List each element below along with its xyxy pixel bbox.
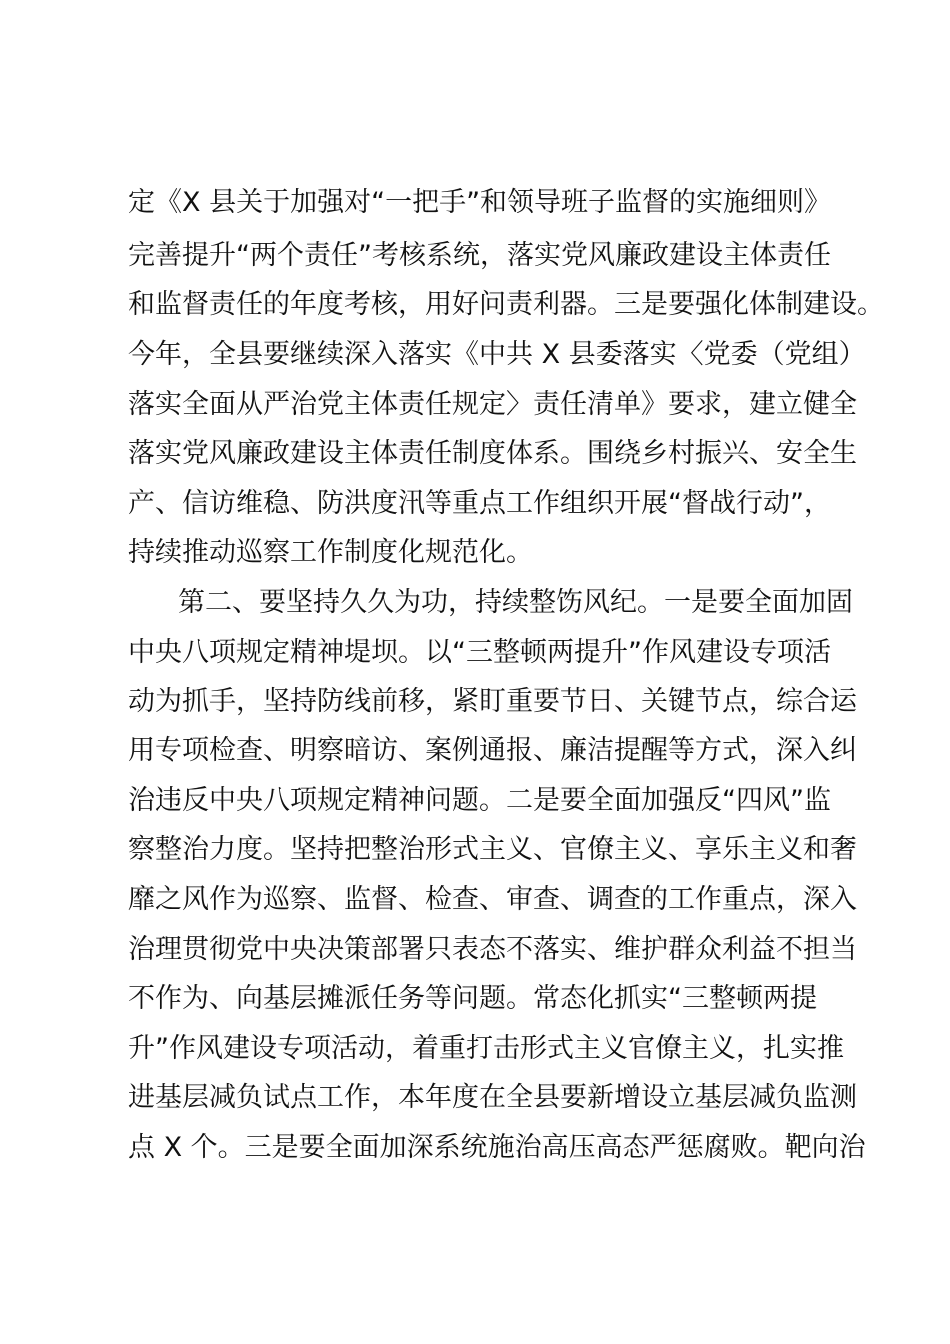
text-line: 进基层减负试点工作，本年度在全县要新增设立基层减负监测: [128, 1082, 857, 1113]
text-line: 今年，全县要继续深入落实《中共 X 县委落实〈党委（党组）: [128, 339, 866, 370]
text-line: 靡之风作为巡察、监督、检查、审查、调查的工作重点，深入: [128, 884, 857, 915]
text-line: 定《X 县关于加强对“一把手”和领导班子监督的实施细则》: [128, 187, 832, 218]
text-line: 完善提升“两个责任”考核系统，落实党风廉政建设主体责任: [128, 240, 831, 271]
text-line: 动为抓手，坚持防线前移，紧盯重要节日、关键节点，综合运: [128, 686, 857, 717]
text-line: 和监督责任的年度考核，用好问责利器。三是要强化体制建设。: [128, 289, 884, 320]
text-line: 持续推动巡察工作制度化规范化。: [128, 537, 533, 568]
text-line: 落实党风廉政建设主体责任制度体系。围绕乡村振兴、安全生: [128, 438, 857, 469]
text-line: 中央八项规定精神堤坝。以“三整顿两提升”作风建设专项活: [128, 637, 831, 668]
paragraph-first-line: 第二、要坚持久久为功，持续整饬风纪。一是要全面加固: [178, 587, 853, 618]
text-line: 产、信访维稳、防洪度汛等重点工作组织开展“督战行动”，: [128, 488, 831, 519]
text-line: 治违反中央八项规定精神问题。二是要全面加强反“四风”监: [128, 785, 831, 816]
text-line: 察整治力度。坚持把整治形式主义、官僚主义、享乐主义和奢: [128, 834, 857, 865]
text-line: 升”作风建设专项活动，着重打击形式主义官僚主义，扎实推: [128, 1033, 844, 1064]
text-line: 落实全面从严治党主体责任规定〉责任清单》要求，建立健全: [128, 389, 857, 420]
text-line: 用专项检查、明察暗访、案例通报、廉洁提醒等方式，深入纠: [128, 735, 857, 766]
text-line: 治理贯彻党中央决策部署只表态不落实、维护群众利益不担当: [128, 934, 857, 965]
text-line: 不作为、向基层摊派任务等问题。常态化抓实“三整顿两提: [128, 983, 817, 1014]
text-line: 点 X 个。三是要全面加深系统施治高压高态严惩腐败。靶向治: [128, 1132, 866, 1163]
